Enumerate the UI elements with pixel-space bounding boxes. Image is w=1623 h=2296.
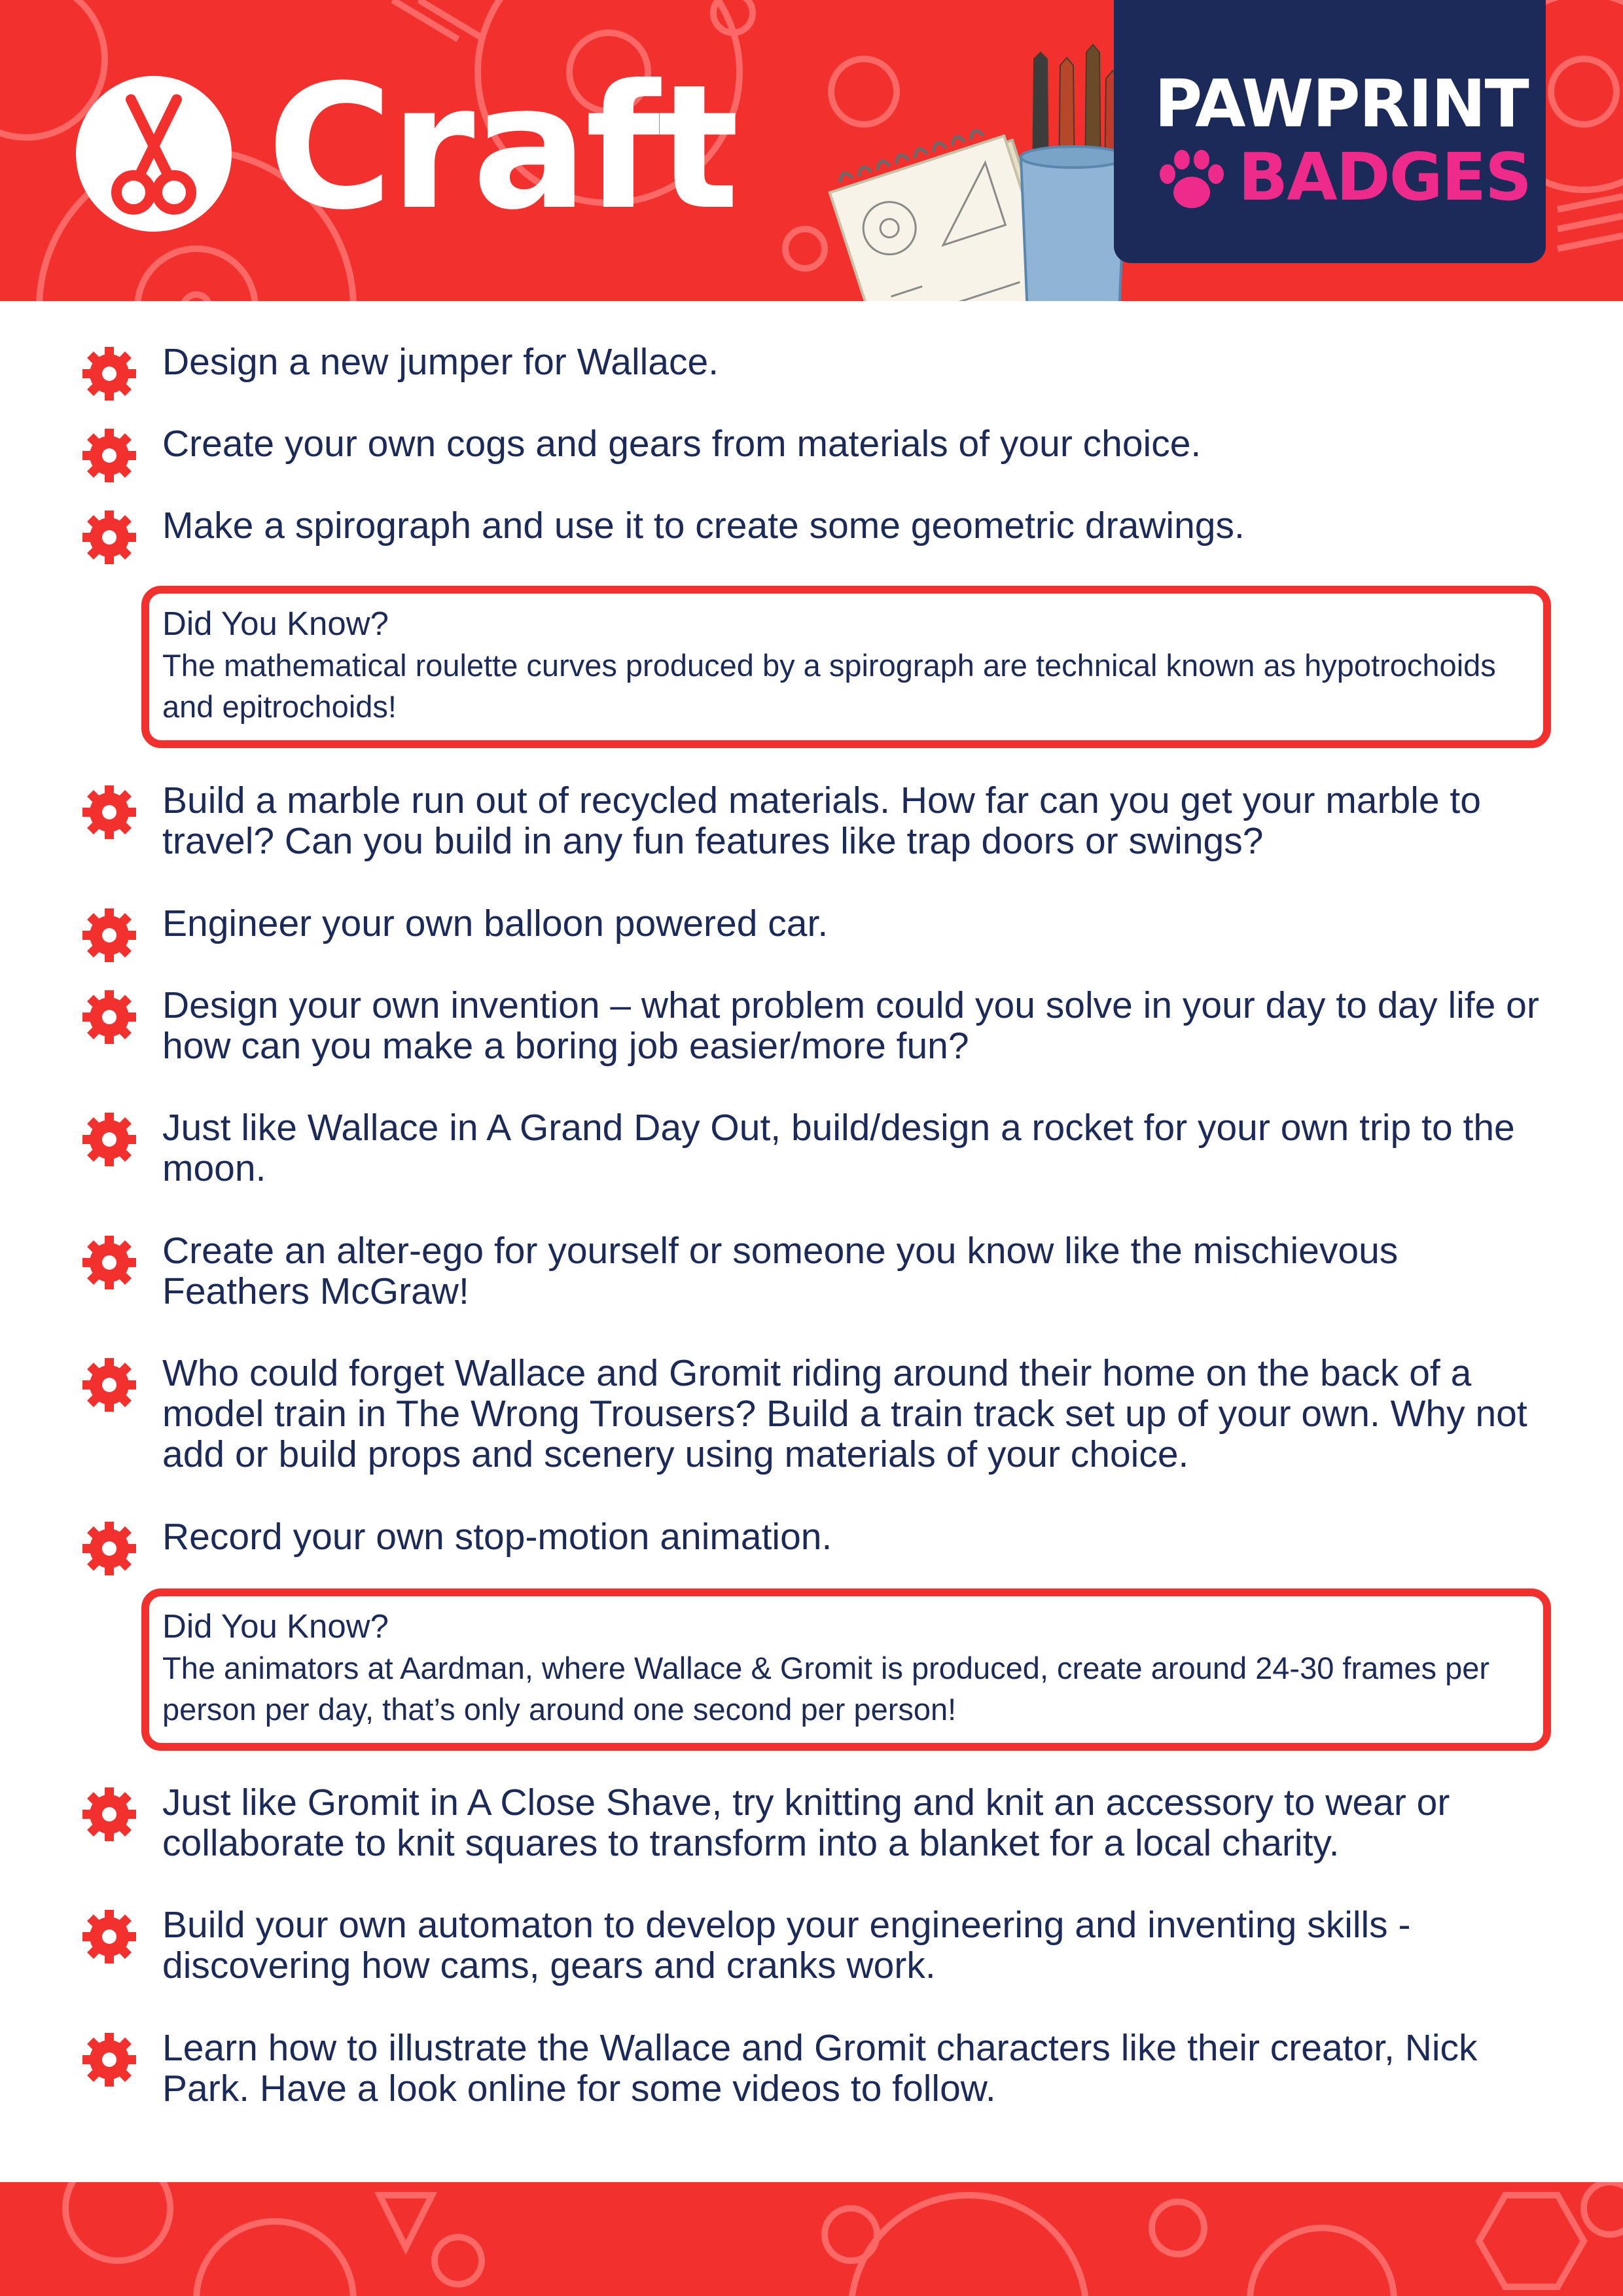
item-text: Just like Gromit in A Close Shave, try knitting and knit an accessory to wear or collaborate to knit squares to transform into a blanket for a local charity. bbox=[162, 1782, 1450, 1864]
cog-icon bbox=[81, 907, 137, 963]
gear-pattern-background bbox=[0, 2182, 1623, 2296]
header-banner bbox=[0, 0, 1623, 301]
cog-icon bbox=[81, 2032, 137, 2088]
page-title: Craft bbox=[267, 48, 737, 247]
brand-name-line1: PAWPRINT bbox=[1154, 65, 1528, 142]
cog-icon bbox=[81, 1234, 137, 1291]
did-you-know-box bbox=[141, 586, 1551, 748]
item-text: Build your own automaton to develop your engineering and inventing skills - discovering how cams, gears and cranks work. bbox=[162, 1904, 1411, 1986]
item-text: Build a marble run out of recycled materials. How far can you get your marble to travel? Can you build in any fun features like trap doors or swings? bbox=[162, 780, 1481, 862]
did-you-know-box bbox=[141, 1588, 1551, 1751]
item-text: Who could forget Wallace and Gromit riding around their home on the back of a model train in The Wrong Trousers? Build a train track set up of your own. Why not add or build props and scenery using materials of your choice. bbox=[162, 1352, 1527, 1475]
item-text: Create your own cogs and gears from materials of your choice. bbox=[162, 423, 1202, 465]
cog-icon bbox=[81, 1520, 137, 1577]
scissors-icon bbox=[76, 76, 232, 232]
brand-name-line2: BADGES bbox=[1238, 139, 1531, 215]
item-text: Design your own invention – what problem could you solve in your day to day life or how can you make a boring job easier/more fun? bbox=[162, 984, 1539, 1067]
item-text: Just like Wallace in A Grand Day Out, build/design a rocket for your own trip to the moon. bbox=[162, 1107, 1515, 1189]
item-text: Record your own stop-motion animation. bbox=[162, 1516, 832, 1558]
cog-icon bbox=[81, 989, 137, 1045]
did-you-know-title: Did You Know? bbox=[162, 605, 389, 642]
item-text: Make a spirograph and use it to create some geometric drawings. bbox=[162, 505, 1245, 547]
item-text: Design a new jumper for Wallace. bbox=[162, 341, 719, 383]
item-text: Engineer your own balloon powered car. bbox=[162, 903, 829, 944]
cog-icon bbox=[81, 1111, 137, 1168]
cog-icon bbox=[81, 346, 137, 402]
cog-icon bbox=[81, 1909, 137, 1965]
did-you-know-text: The animators at Aardman, where Wallace & Gromit is produced, create around 24-30 frames per person per day, that’s only around one second per person! bbox=[162, 1651, 1490, 1727]
cog-icon bbox=[81, 427, 137, 484]
pawprint-badges-logo bbox=[1114, 0, 1546, 263]
cog-icon bbox=[81, 1357, 137, 1413]
item-text: Create an alter-ego for yourself or someone you know like the mischievous Feathers McGraw! bbox=[162, 1230, 1399, 1312]
footer-banner bbox=[0, 2182, 1623, 2296]
scissors-badge bbox=[76, 76, 232, 232]
cog-icon bbox=[81, 1786, 137, 1842]
did-you-know-text: The mathematical roulette curves produced by a spirograph are technical known as hypotrochoids and epitrochoids! bbox=[162, 648, 1496, 724]
paw-icon bbox=[1156, 148, 1228, 213]
item-text: Learn how to illustrate the Wallace and Gromit characters like their creator, Nick Park. Have a look online for some videos to follow. bbox=[162, 2027, 1478, 2109]
did-you-know-title: Did You Know? bbox=[162, 1607, 389, 1645]
cog-icon bbox=[81, 509, 137, 565]
cog-icon bbox=[81, 784, 137, 840]
